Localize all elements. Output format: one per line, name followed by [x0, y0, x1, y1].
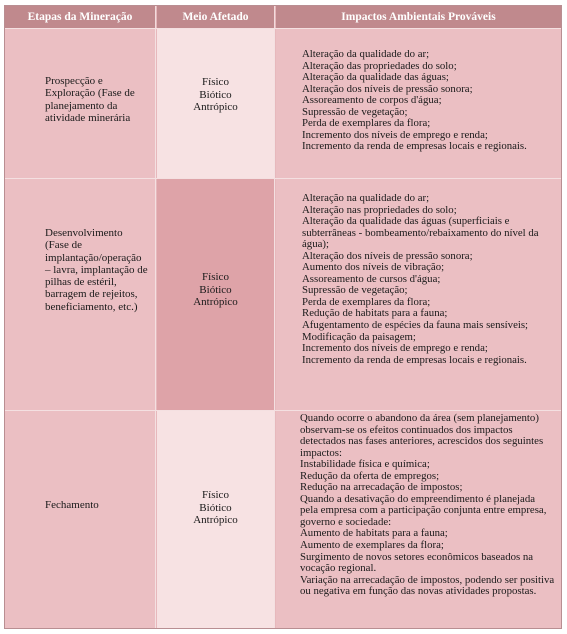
meio-list [157, 489, 274, 527]
list-item: Assoreamento de corpos d'água; [302, 94, 442, 107]
meio-item: Físico [202, 271, 229, 283]
table-row [5, 410, 561, 628]
meio-item: Antrópico [193, 296, 238, 308]
list-item: Alteração dos níveis de pressão sonora; [302, 82, 473, 95]
list-item: Alteração dos níveis de pressão sonora; [302, 249, 473, 262]
meio-item: Biótico [199, 501, 232, 514]
meio-cell [157, 29, 275, 178]
meio-item: Físico [202, 489, 229, 501]
meio-item: Antrópico [193, 101, 238, 113]
list-item: Incremento dos níveis de emprego e renda; [302, 128, 488, 141]
list-item: Alteração nas propriedades do solo; [302, 203, 457, 216]
list-item: Supressão de vegetação; [302, 105, 408, 118]
impacts-cell [276, 179, 561, 410]
list-item: Redução de habitats para a fauna; [302, 307, 448, 320]
stage-text: Desenvolvimento (Fase de implantação/operação – lavra, implantação de pilhas de estéril, barragem de rejeitos, beneficiamento, etc.) [45, 227, 148, 313]
list-item: Aumento de exemplares da flora; [300, 539, 444, 552]
list-item: Alteração da qualidade das águas (superficiais e subterrâneas - bombeamento/rebaixamento do nível da água); [302, 215, 539, 251]
list-item: Alteração na qualidade do ar; [302, 192, 430, 204]
stage-cell [5, 411, 156, 628]
list-item: Assoreamento de cursos d'água; [302, 272, 441, 285]
meio-list [157, 271, 274, 309]
list-item: Incremento da renda de empresas locais e regionais. [302, 353, 527, 366]
meio-list [157, 76, 274, 114]
impacts-list [302, 49, 555, 153]
list-item: Incremento dos níveis de emprego e renda; [302, 342, 488, 355]
impacts-list [300, 413, 555, 598]
stage-cell [5, 29, 156, 178]
list-item: Instabilidade física e química; [300, 458, 430, 471]
header-meio: Meio Afetado [157, 6, 275, 28]
list-item: Alteração da qualidade do ar; [302, 48, 430, 60]
header-etapas: Etapas da Mineração [5, 6, 156, 28]
impacts-list [302, 193, 555, 366]
meio-item: Biótico [199, 88, 232, 101]
impacts-table [4, 5, 562, 629]
list-item: Quando ocorre o abandono da área (sem planejamento) observam-se os efeitos continuados dos impactos detectados nas fases anteriores, acrescidos dos seguintes impactos: [300, 412, 544, 459]
stage-cell [5, 179, 156, 410]
list-item: Variação na arrecadação de impostos, podendo ser positiva ou negativa em função das novas atividades propostas. [300, 573, 555, 598]
list-item: Perda de exemplares da flora; [302, 295, 431, 308]
list-item: Modificação da paisagem; [302, 330, 416, 343]
table-row [5, 178, 561, 410]
list-item: Quando a desativação do empreendimento é planejada pela empresa com a participação conjunta entre empresa, governo e sociedade: [300, 492, 547, 528]
header-impactos: Impactos Ambientais Prováveis [276, 6, 561, 28]
stage-text: Fechamento [45, 499, 99, 511]
list-item: Incremento da renda de empresas locais e regionais. [302, 140, 527, 153]
list-item: Perda de exemplares da flora; [302, 117, 431, 130]
table-row [5, 28, 561, 178]
list-item: Surgimento de novos setores econômicos baseados na vocação regional. [300, 550, 534, 575]
impacts-cell [276, 29, 561, 178]
meio-item: Biótico [199, 283, 232, 296]
meio-cell [157, 179, 275, 410]
list-item: Supressão de vegetação; [302, 284, 408, 297]
list-item: Aumento de habitats para a fauna; [300, 527, 448, 540]
list-item: Redução da oferta de empregos; [300, 469, 440, 482]
meio-item: Antrópico [193, 514, 238, 526]
list-item: Afugentamento de espécies da fauna mais sensíveis; [302, 319, 529, 332]
list-item: Alteração das propriedades do solo; [302, 59, 457, 72]
meio-cell [157, 411, 275, 628]
impacts-cell [276, 411, 561, 628]
meio-item: Físico [202, 76, 229, 88]
stage-text: Prospecção e Exploração (Fase de planejamento da atividade minerária [45, 75, 135, 124]
list-item: Aumento dos níveis de vibração; [302, 261, 445, 274]
list-item: Redução na arrecadação de impostos; [300, 481, 463, 494]
list-item: Alteração da qualidade das águas; [302, 71, 449, 84]
